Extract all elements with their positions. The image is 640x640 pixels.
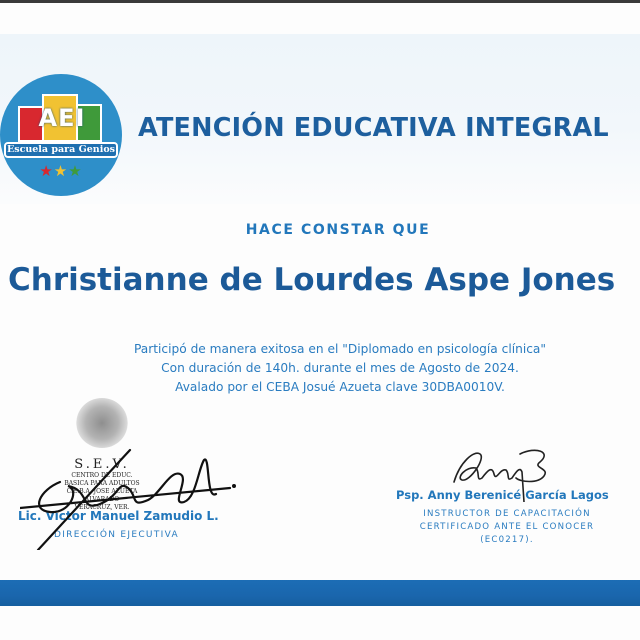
- signer-left-role: DIRECCIÓN EJECUTIVA: [54, 530, 179, 540]
- certificate-body: [0, 340, 640, 397]
- logo-tagline: Escuela para Genios: [4, 142, 118, 158]
- star-icon: ★: [53, 162, 69, 180]
- body-line: Avalado por el CEBA Josué Azueta clave 30DBA0010V.: [175, 380, 505, 394]
- stamp-line: C.E.B.A. JOSE AZUETA: [66, 488, 138, 495]
- role-line: CERTIFICADO ANTE EL CONOCER: [419, 522, 595, 532]
- signature-left-icon: [20, 430, 240, 550]
- stamp-line: BASICA PARA ADULTOS: [64, 480, 140, 487]
- signer-right-role: [396, 508, 618, 547]
- logo-letters: AEI: [38, 104, 86, 132]
- recipient-name: Christianne de Lourdes Aspe Jones: [8, 262, 616, 298]
- star-icon: ★: [68, 162, 83, 180]
- scan-top-edge: [0, 0, 640, 3]
- body-line: Participó de manera exitosa en el "Diplomado en psicología clínica": [133, 342, 547, 356]
- role-line: INSTRUCTOR DE CAPACITACIÓN: [423, 509, 591, 519]
- body-line: Con duración de 140h. durante el mes de Agosto de 2024.: [161, 361, 519, 375]
- certificate-intro: HACE CONSTAR QUE: [245, 222, 431, 238]
- organization-title: ATENCIÓN EDUCATIVA INTEGRAL: [138, 113, 609, 143]
- signer-right-name: Psp. Anny Berenicé García Lagos: [396, 488, 609, 502]
- signer-left-name: Lic. Victor Manuel Zamudio L.: [18, 509, 219, 523]
- logo-stars: [30, 162, 92, 180]
- role-line: (EC0217).: [480, 535, 534, 545]
- stamp-line: VERACRUZ, VER.: [74, 504, 130, 511]
- aei-logo: [0, 74, 122, 196]
- star-icon: ★: [39, 162, 54, 180]
- stamp-line: ALVARADO: [84, 496, 120, 503]
- stamp-line: CENTRO DE EDUC.: [71, 472, 133, 479]
- footer-bar: [0, 580, 640, 606]
- stamp-initials: S.E.V.: [74, 457, 130, 472]
